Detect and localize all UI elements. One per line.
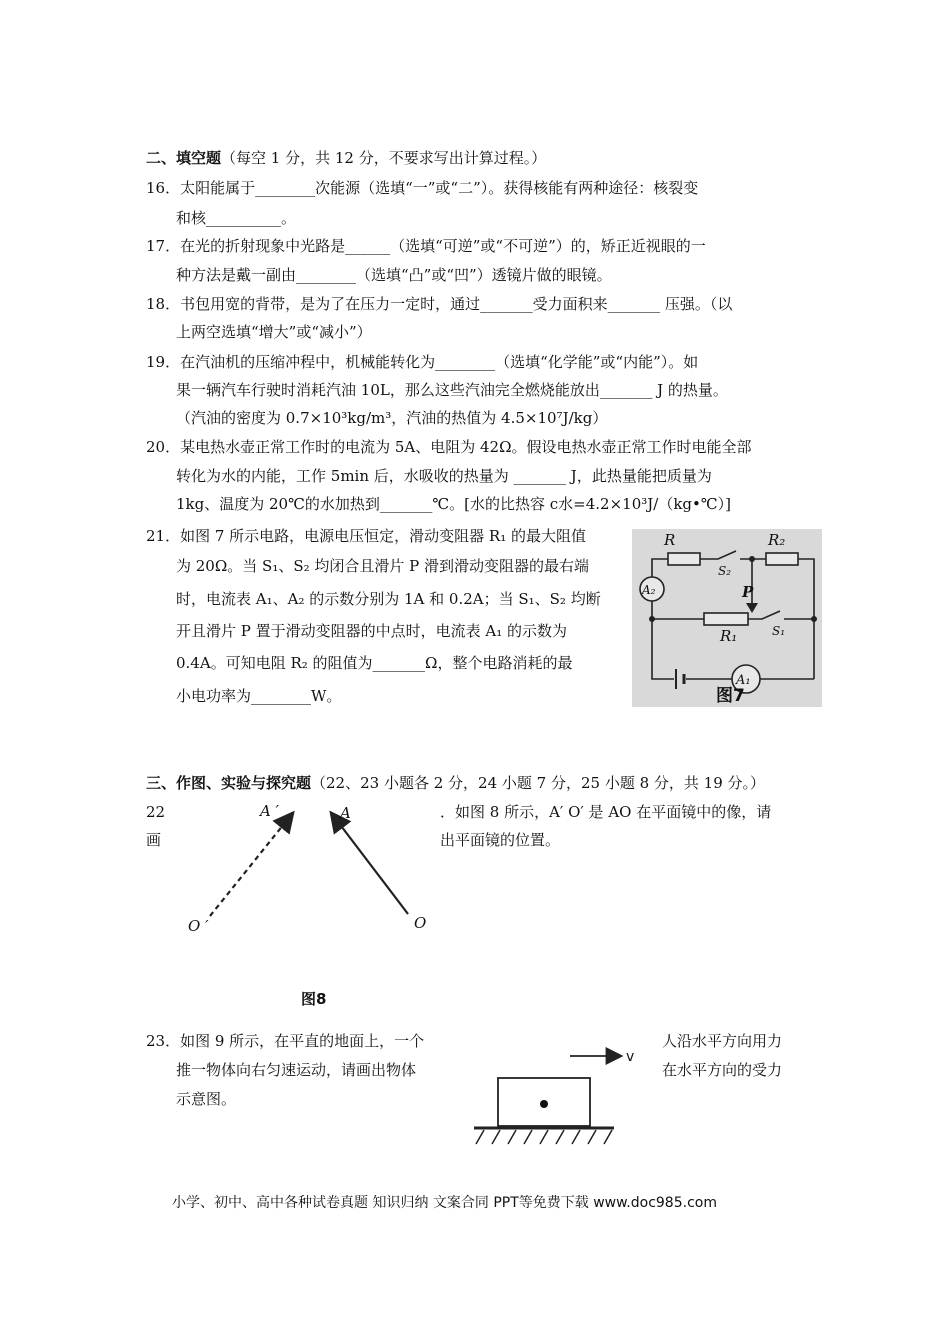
label-p: P	[742, 583, 754, 601]
label-s1: S₁	[772, 624, 786, 638]
q23-left-2: 推一物体向右匀速运动，请画出物体	[176, 1061, 417, 1079]
q21-line-4: 开且滑片 P 置于滑动变阻器的中点时，电流表 A₁ 的示数为	[176, 622, 568, 640]
q23-left-1: 23．如图 9 所示，在平直的地面上，一个	[146, 1032, 425, 1050]
q19-line-3: （汽油的密度为 0.7×10³kg/m³，汽油的热值为 4.5×10⁷J/kg）	[176, 409, 608, 427]
label-o: O	[414, 914, 427, 932]
figure-8-arrows	[180, 796, 440, 946]
footer-text: 小学、初中、高中各种试卷真题 知识归纳 文案合同 PPT等免费下载 www.doc985.com	[172, 1195, 717, 1211]
label-a-prime: A ′	[260, 802, 280, 820]
q21-line-1: 21．如图 7 所示电路，电源电压恒定，滑动变阻器 R₁ 的最大阻值	[146, 527, 587, 545]
section3-heading-line	[146, 773, 765, 793]
section3-note: （22、23 小题各 2 分，24 小题 7 分，25 小题 8 分，共 19 分。）	[311, 774, 766, 792]
q16-line-2: 和核__________。	[176, 209, 297, 227]
q21-line-5: 0.4A。可知电阻 R₂ 的阻值为_______Ω，整个电路消耗的最	[176, 654, 573, 672]
label-r: R	[664, 531, 676, 549]
q18-line-1: 18．书包用宽的背带，是为了在压力一定时，通过_______受力面积来_______ 压强。（以	[146, 295, 733, 313]
resistor-r2	[766, 553, 798, 565]
q21-line-6: 小电功率为________W。	[176, 687, 342, 705]
q20-line-2: 转化为水的内能，工作 5min 后，水吸收的热量为 _______ J，此热量能把质量为	[176, 467, 712, 485]
label-r1: R₁	[720, 627, 738, 645]
section2-heading: 二、填空题	[146, 149, 222, 167]
label-s2: S₂	[718, 564, 732, 578]
q23-right-1: 人沿水平方向用力	[662, 1032, 783, 1050]
image-ray-a-prime-o-prime	[210, 814, 292, 916]
figure-7-circuit	[632, 529, 822, 707]
q20-line-1: 20．某电热水壶正常工作时的电流为 5A、电阻为 42Ω。假设电热水壶正常工作时电能全部	[146, 438, 752, 456]
q23-right-2: 在水平方向的受力	[662, 1061, 783, 1079]
q20-line-3: 1kg、温度为 20℃的水加热到_______℃。[水的比热容 c水=4.2×10³J/（kg•℃）]	[176, 495, 732, 513]
q21-line-3: 时，电流表 A₁、A₂ 的示数分别为 1A 和 0.2A；当 S₁、S₂ 均断	[176, 590, 601, 608]
resistor-r	[668, 553, 700, 565]
q19-line-2: 果一辆汽车行驶时消耗汽油 10L，那么这些汽油完全燃烧能放出_______ J 的热量。	[176, 381, 728, 399]
label-r2: R₂	[768, 531, 786, 549]
center-dot	[540, 1100, 548, 1108]
fig7-caption: 图7	[716, 686, 745, 706]
label-a2: A₂	[642, 583, 656, 597]
q17-line-1: 17．在光的折射现象中光路是______（选填“可逆”或“不可逆”）的，矫正近视眼的一	[146, 237, 706, 255]
q22-right-2: 出平面镜的位置。	[440, 831, 561, 849]
q16-line-1: 16．太阳能属于________次能源（选填“一”或“二”）。获得核能有两种途径：核裂变	[146, 179, 699, 197]
q18-line-2: 上两空选填“增大”或“减小”）	[176, 323, 372, 341]
q22-left-2: 画	[146, 831, 162, 849]
label-a: A	[340, 804, 351, 822]
q22-left-1: 22	[146, 803, 166, 821]
fig8-caption: 图8	[301, 990, 327, 1008]
label-o-prime: O ′	[188, 917, 209, 935]
label-v: v	[626, 1049, 635, 1065]
q21-line-2: 为 20Ω。当 S₁、S₂ 均闭合且滑片 P 滑到滑动变阻器的最右端	[176, 557, 590, 575]
q19-line-1: 19．在汽油机的压缩冲程中，机械能转化为________（选填“化学能”或“内能”）。如	[146, 353, 699, 371]
section3-heading: 三、作图、实验与探究题	[146, 774, 312, 792]
section2-note: （每空 1 分，共 12 分，不要求写出计算过程。）	[221, 149, 547, 167]
q17-line-2: 种方法是戴一副由________（选填“凸”或“凹”）透镜片做的眼镜。	[176, 266, 612, 284]
label-a1: A₁	[736, 673, 751, 688]
q22-right-1: ．如图 8 所示，A′ O′ 是 AO 在平面镜中的像，请	[440, 803, 772, 821]
resistor-r1	[704, 613, 748, 625]
section2-heading-line	[146, 148, 546, 168]
q23-left-3: 示意图。	[176, 1090, 237, 1108]
figure-9-block	[470, 1040, 660, 1150]
ray-ao	[332, 814, 408, 914]
